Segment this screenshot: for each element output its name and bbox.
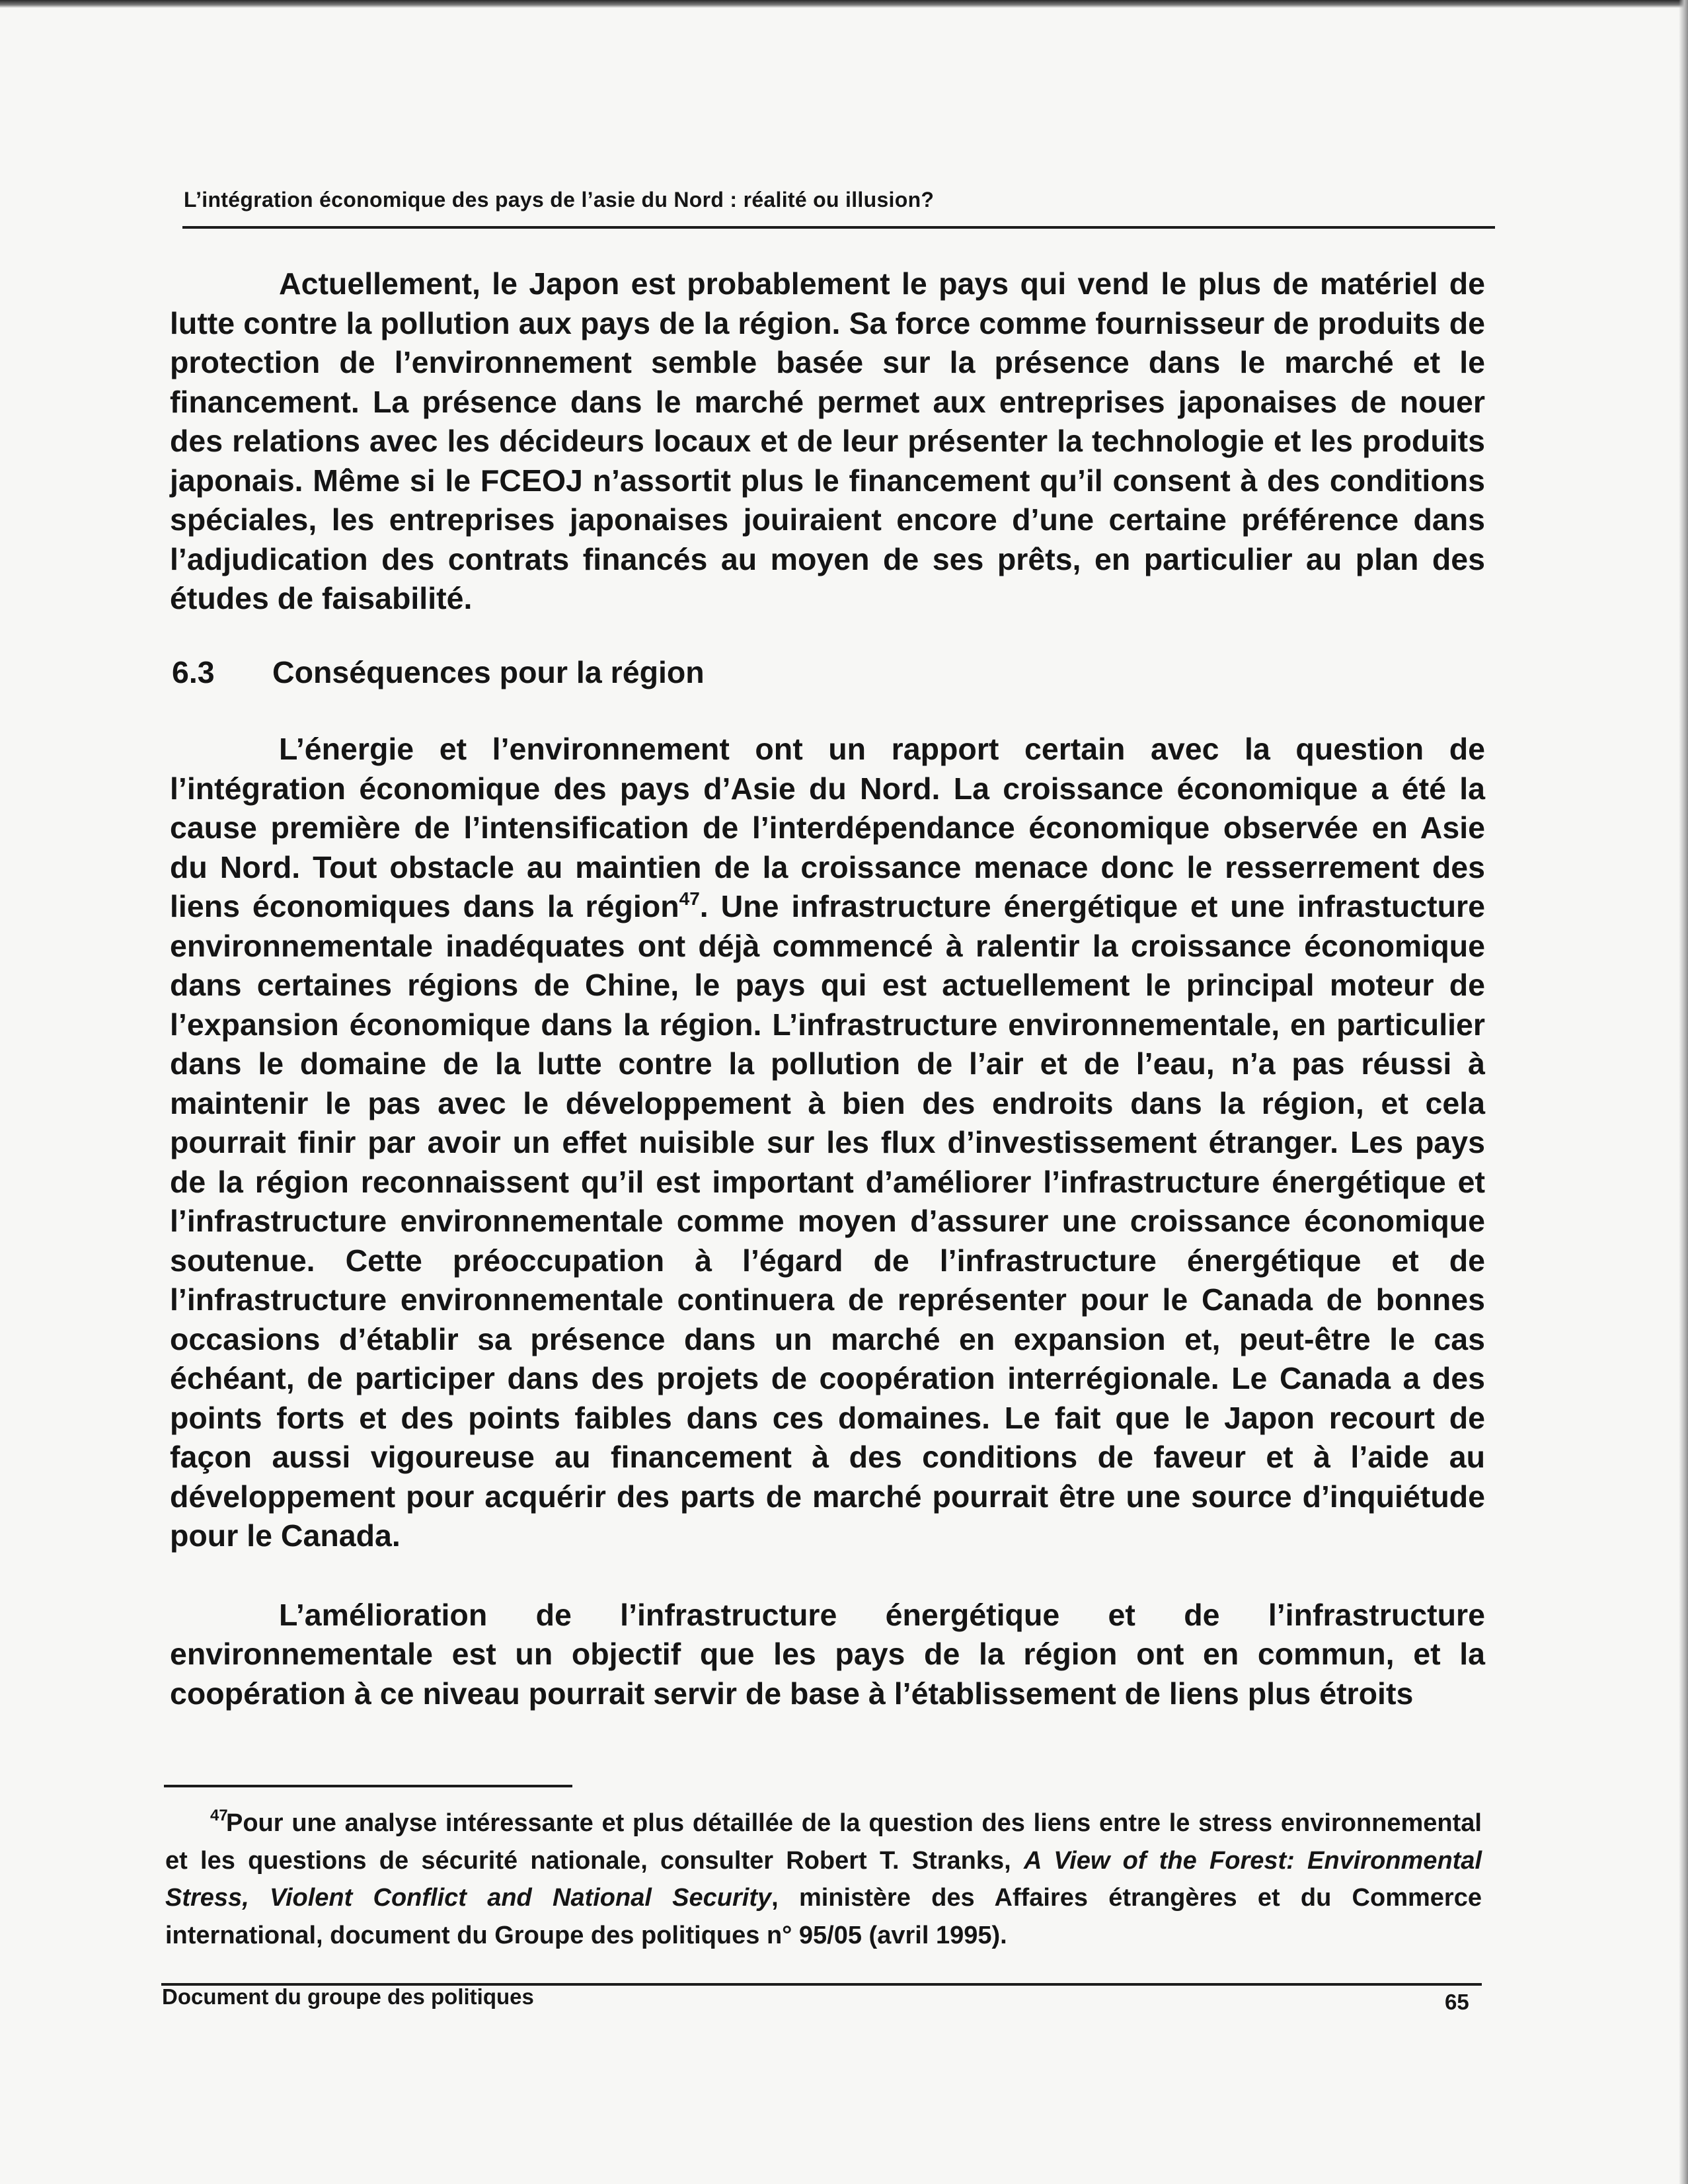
section-title: Conséquences pour la région: [272, 654, 705, 689]
scan-border-right: [1679, 0, 1688, 2184]
paragraph-text: L’énergie et l’environnement ont un rapport certain avec la question de l’intégration économique des pays d’Asie du Nord. La croissance économique a été la cause première de l’intensification de l’interdépendance économique observée en Asie du Nord. Tout obstacle au maintien de la croissance menace donc le resserrement des liens économiques dans la région: [170, 732, 1485, 923]
footer-document-title: Document du groupe des politiques: [162, 1984, 534, 2009]
header-rule: [182, 226, 1495, 229]
section-number: 6.3: [172, 654, 215, 689]
running-header: L’intégration économique des pays de l’asie du Nord : réalité ou illusion?: [184, 188, 935, 212]
paragraph-infrastructure-cooperation: L’amélioration de l’infrastructure énergétique et de l’infrastructure environnementale est un objectif que les pays de la région ont en commun, et la coopération à ce niveau pourrait servir de base à l’établissement de liens plus étroits: [170, 1597, 1485, 1711]
scan-border-top: [0, 0, 1688, 8]
footnote-reference: 47: [679, 888, 700, 909]
page-number: 65: [1445, 1990, 1469, 2014]
paragraph-energy-environment: [170, 730, 1485, 1556]
footnote-cited-title: A View of the Forest: Environmental Stress, Violent Conflict and National Security: [165, 1846, 1482, 1912]
footnote-text: , ministère des Affaires étrangères et du Commerce international, document du Groupe des politiques n° 95/05 (avril 1995).: [165, 1884, 1482, 1949]
body-text: [170, 264, 1485, 1713]
footnote-rule: [164, 1785, 572, 1787]
section-heading: [170, 653, 1485, 693]
footnote: 47Pour une analyse intéressante et plus détaillée de la question des liens entre le stress environnemental et les questions de sécurité nationale, consulter Robert T. Stranks, A View of the Forest: Environmental Stress, Violent Conflict and National Security, ministère des Affaires étrangères et du Commerce international, document du Groupe des politiques n° 95/05 (avril 1995).: [165, 1807, 1482, 1949]
footnote-text: Pour une analyse intéressante et plus détaillée de la question des liens entre le stress environnemental et les questions de sécurité nationale, consulter Robert T. Stranks,: [165, 1809, 1482, 1875]
paragraph-text: . Une infrastructure énergétique et une infrastucture environnementale inadéquates ont déjà commencé à ralentir la croissance économique dans certaines régions de Chine, le pays qui est actuellement le principal moteur de l’expansion économique dans la région. L’infrastructure environnementale, en particulier dans le domaine de la lutte contre la pollution de l’air et de l’eau, n’a pas réussi à maintenir le pas avec le développement à bien des endroits dans la région, et cela pourrait finir par avoir un effet nuisible sur les flux d’investissement étranger. Les pays de la région reconnaissent qu’il est important d’améliorer l’infrastructure énergétique et l’infrastructure environnementale comme moyen d’assurer une croissance économique soutenue. Cette préoccupation à l’égard de l’infrastructure énergétique et de l’infrastructure environnementale continuera de représenter pour le Canada de bonnes occasions d’établir sa présence dans un marché en expansion et, peut-être le cas échéant, de participer dans des projets de coopération interrégionale. Le Canada a des points forts et des points faibles dans ces domaines. Le fait que le Japon recourt de façon aussi vigoureuse au financement à des conditions de faveur et à l’aide au développement pour acquérir des parts de marché pourrait être une source d’inquiétude pour le Canada.: [170, 889, 1485, 1553]
paragraph-japan-pollution-equipment: Actuellement, le Japon est probablement le pays qui vend le plus de matériel de lutte contre la pollution aux pays de la région. Sa force comme fournisseur de produits de protection de l’environnement semble basée sur la présence dans le marché et le financement. La présence dans le marché permet aux entreprises japonaises de nouer des relations avec les décideurs locaux et de leur présenter la technologie et les produits japonais. Même si le FCEOJ n’assortit plus le financement qu’il consent à des conditions spéciales, les entreprises japonaises jouiraient encore d’une certaine préférence dans l’adjudication des contrats financés au moyen de ses prêts, en particulier au plan des études de faisabilité.: [170, 266, 1485, 615]
